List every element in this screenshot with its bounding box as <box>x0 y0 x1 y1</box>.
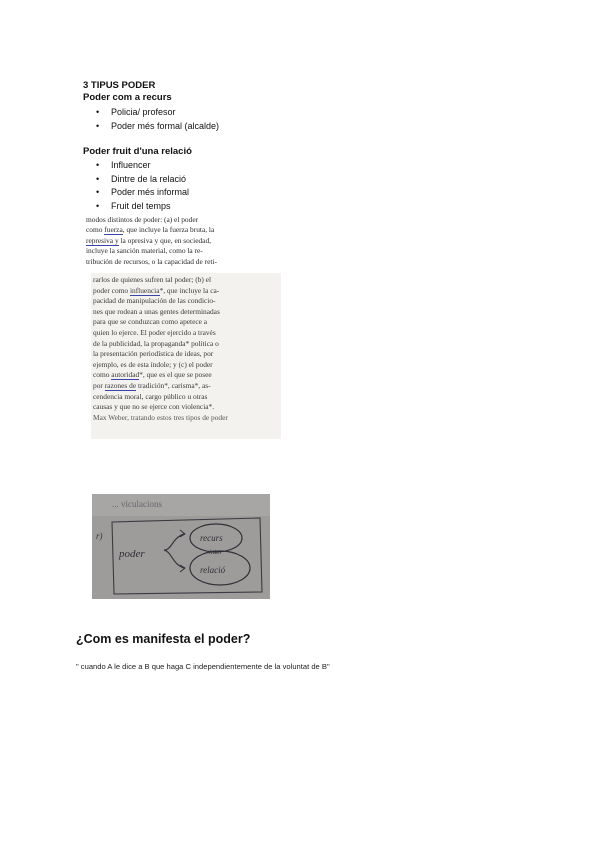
resource-power-title: Poder com a recurs <box>83 92 172 103</box>
scan-line: pacidad de manipulación de las condicio- <box>93 296 216 306</box>
scan-line: cendencia moral, cargo público u otras <box>93 391 208 401</box>
scan-line: Max Weber, tratando estos tres tipos de poder <box>93 412 228 422</box>
manifest-quote: " cuando A le dice a B que haga C independientemente de la voluntat de B" <box>76 662 330 671</box>
underlined-word: represiva <box>86 235 115 245</box>
scan-line: por razones de tradición*, carisma*, as- <box>93 380 211 390</box>
scan-line: para que se conduzcan como apetece a <box>93 317 208 327</box>
diagram-center-word: poder <box>119 548 145 560</box>
diagram-left-mark: r) <box>96 531 103 541</box>
scan-line: represiva y la opresiva y que, en sociedad, <box>86 235 211 245</box>
relation-power-title: Poder fruit d'una relació <box>83 146 192 157</box>
scan-line: como autoridad*, que es el que se posee <box>93 370 212 380</box>
scan-line: ejemplo, es de esta índole; y (c) el poder <box>93 359 213 369</box>
resource-power-list <box>96 106 219 133</box>
diagram-bottom-oval-label: relació <box>200 565 226 575</box>
list-item: • Dintre de la relació <box>96 173 189 187</box>
underlined-word: razones de <box>104 380 137 390</box>
heading-three-types: 3 TIPUS PODER <box>83 80 156 91</box>
diagram-top-text: ... viculacions <box>112 499 162 509</box>
list-item: • Poder més informal <box>96 186 189 200</box>
scan-line: como fuerza, que incluye la fuerza bruta, la <box>86 225 215 235</box>
scan-line: la presentación periodística de ideas, por <box>93 349 214 359</box>
diagram-drawing <box>92 494 270 599</box>
underlined-word: autoridad <box>111 370 140 380</box>
scanned-excerpt-bottom <box>91 273 281 439</box>
scanned-excerpt-top <box>86 215 272 267</box>
list-item: • Influencer <box>96 159 189 173</box>
scan-line: tribución de recursos, o la capacidad de reti- <box>86 256 217 266</box>
notebook-diagram-photo <box>92 494 270 599</box>
list-item: • Poder més formal (alcalde) <box>96 120 219 134</box>
manifest-heading: ¿Com es manifesta el poder? <box>76 632 251 646</box>
scan-line: poder como influencia*, que incluye la ca- <box>93 285 220 295</box>
list-item: • Fruit del temps <box>96 200 189 214</box>
scan-line: causas y que no se ejerce con violencia*. <box>93 402 215 412</box>
underlined-word: fuerza <box>104 225 123 235</box>
diagram-top-oval-label: recurs <box>200 533 223 543</box>
scan-line: quien lo ejerce. El poder ejercido a través <box>93 327 216 337</box>
relation-power-list <box>96 159 189 213</box>
scan-line: de la publicidad, la propaganda* política o <box>93 338 219 348</box>
underlined-word: influencia <box>129 285 160 295</box>
scan-line: modos distintos de poder: (a) el poder <box>86 215 199 224</box>
scan-line: rarlos de quienes sufren tal poder; (b) el <box>93 275 212 284</box>
list-item: • Policia/ profesor <box>96 106 219 120</box>
scan-line: incluye la sanción material, como la re- <box>86 246 203 256</box>
scan-line: nes que rodean a unas gentes determinadas <box>93 306 220 316</box>
diagram-overlap-label: inter <box>209 548 223 556</box>
